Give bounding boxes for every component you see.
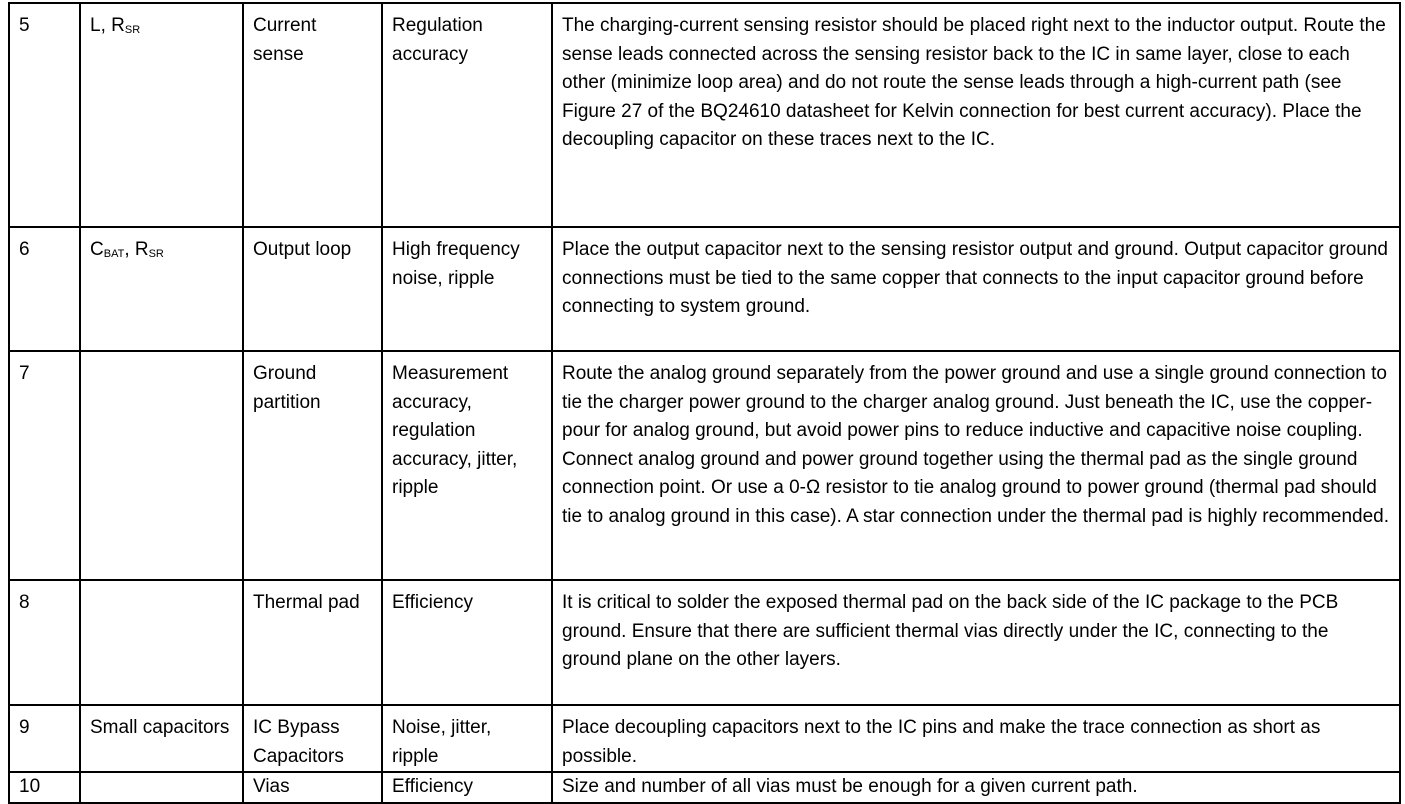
- component-text: , R: [124, 239, 149, 260]
- table-row: [9, 227, 1400, 351]
- components-cell: [80, 772, 243, 803]
- guidelines-text: The charging-current sensing resistor should be placed right next to the inductor output. Route the sense leads connected across the sensing resistor back to the IC in same layer, close to each other (minimize loop area) and do not route the sense leads through a high-current path (see Figure 27 of the BQ24610 datasheet for Kelvin connection for best current accuracy). Place the decoupling capacitor on these traces next to the IC.: [562, 15, 1386, 150]
- function-cell: [243, 580, 382, 705]
- table-row: [9, 3, 1400, 227]
- table-row: [9, 772, 1400, 803]
- row-number-cell: [9, 772, 80, 803]
- row-number: 7: [19, 363, 30, 384]
- row-number: 6: [19, 239, 30, 260]
- function-text: Current sense: [253, 15, 317, 65]
- function-text: Thermal pad: [253, 592, 360, 613]
- guidelines-text: Place the output capacitor next to the sensing resistor output and ground. Output capacitor ground connections must be tied to the same copper that connects to the input capacitor ground before connecting to system ground.: [562, 239, 1388, 317]
- row-number: 8: [19, 592, 30, 613]
- row-number: 9: [19, 717, 30, 738]
- guidelines-cell: [552, 227, 1400, 351]
- impact-cell: [382, 227, 552, 351]
- guidelines-cell: [552, 3, 1400, 227]
- function-cell: [243, 351, 382, 580]
- row-number-cell: [9, 227, 80, 351]
- components-cell: [80, 351, 243, 580]
- component-subscript: BAT: [103, 248, 125, 260]
- impact-text: Regulation accuracy: [392, 15, 483, 65]
- components-cell: [80, 705, 243, 772]
- guidelines-text: Route the analog ground separately from the power ground and use a single ground connection to tie the charger power ground to the charger analog ground. Just beneath the IC, use the copper-pour for analog ground, but avoid power pins to reduce inductive and capacitive noise coupling. Connect analog ground and power ground together using the thermal pad as the single ground connection point. Or use a 0-Ω resistor to tie analog ground to power ground (thermal pad should tie to analog ground in this case). A star connection under the thermal pad is highly recommended.: [562, 363, 1389, 527]
- components-cell: [80, 227, 243, 351]
- guidelines-cell: [552, 351, 1400, 580]
- row-number-cell: [9, 705, 80, 772]
- impact-cell: [382, 705, 552, 772]
- row-number-cell: [9, 351, 80, 580]
- table-row: [9, 351, 1400, 580]
- row-number-cell: [9, 3, 80, 227]
- function-cell: [243, 705, 382, 772]
- component-text: C: [90, 239, 104, 260]
- impact-cell: [382, 351, 552, 580]
- table-row: [9, 705, 1400, 772]
- impact-text: Noise, jitter, ripple: [392, 717, 492, 767]
- components-cell: [80, 580, 243, 705]
- guidelines-cell: [552, 580, 1400, 705]
- component-subscript: SR: [124, 24, 141, 36]
- function-text: IC Bypass Capacitors: [253, 717, 344, 767]
- impact-text: Efficiency: [392, 776, 473, 797]
- components-cell: [80, 3, 243, 227]
- table-row: [9, 580, 1400, 705]
- function-text: Output loop: [253, 239, 352, 260]
- component-subscript: SR: [148, 248, 164, 260]
- components-text: [90, 236, 233, 265]
- guidelines-cell: [552, 772, 1400, 803]
- components-text: Small capacitors: [90, 717, 230, 738]
- impact-text: Measurement accuracy, regulation accuracy, jitter, ripple: [392, 363, 518, 498]
- impact-text: High frequency noise, ripple: [392, 239, 520, 289]
- row-number: 10: [19, 776, 41, 797]
- function-text: Vias: [253, 776, 290, 797]
- layout-guidelines-table: [8, 2, 1401, 804]
- component-text: L, R: [90, 15, 125, 36]
- guidelines-text: Place decoupling capacitors next to the IC pins and make the trace connection as short as possible.: [562, 717, 1321, 767]
- impact-cell: [382, 3, 552, 227]
- impact-text: Efficiency: [392, 592, 473, 613]
- row-number-cell: [9, 580, 80, 705]
- function-cell: [243, 3, 382, 227]
- guidelines-text: It is critical to solder the exposed thermal pad on the back side of the IC package to the PCB ground. Ensure that there are sufficient thermal vias directly under the IC, connecting to the ground plane on the other layers.: [562, 592, 1339, 670]
- guidelines-cell: [552, 705, 1400, 772]
- impact-cell: [382, 580, 552, 705]
- function-text: Ground partition: [253, 363, 321, 413]
- components-text: [90, 12, 233, 41]
- function-cell: [243, 227, 382, 351]
- guidelines-text: Size and number of all vias must be enough for a given current path.: [562, 776, 1138, 797]
- row-number: 5: [19, 15, 30, 36]
- function-cell: [243, 772, 382, 803]
- impact-cell: [382, 772, 552, 803]
